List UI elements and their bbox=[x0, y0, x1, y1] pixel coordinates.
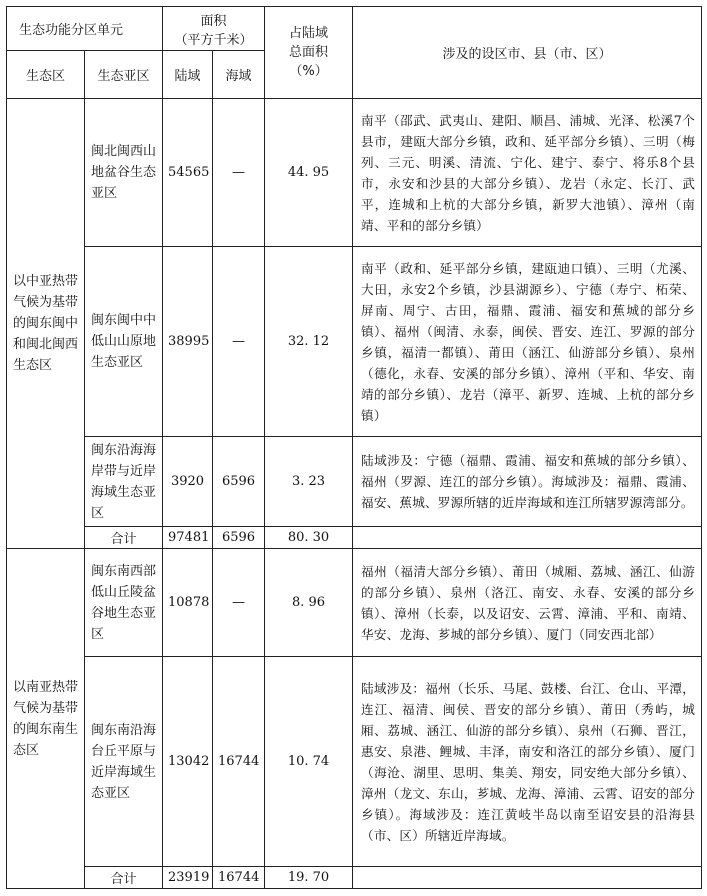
total-row bbox=[7, 867, 702, 889]
subregion-cell: 闽东闽中中低山山原地生态亚区 bbox=[85, 247, 163, 437]
total-sea-cell: 6596 bbox=[213, 527, 265, 549]
land-area-cell: 3920 bbox=[163, 437, 213, 527]
ratio-cell: 3. 23 bbox=[265, 437, 353, 527]
area-header-label: 面积 bbox=[200, 13, 227, 29]
total-districts-cell bbox=[353, 867, 702, 889]
sea-area-cell: — bbox=[213, 247, 265, 437]
ratio-header-line2: 总面积 bbox=[289, 45, 329, 60]
land-area-cell: 13042 bbox=[163, 657, 213, 867]
subregion-header: 生态亚区 bbox=[85, 51, 163, 99]
total-label: 合计 bbox=[85, 527, 163, 549]
districts-cell: 南平（邵武、武夷山、建阳、顺昌、浦城、光泽、松溪7个县市，建瓯大部分乡镇，政和、延平部分乡镇）、三明（梅列、三元、明溪、清流、宁化、建宁、泰宁、将乐8个县市，永安和沙县的大部分乡镇）、龙岩（永定、长汀、武平，连城和上杭的大部分乡镇，新罗大池镇）、漳州（南靖、平和的部分乡镇） bbox=[353, 99, 702, 247]
subregion-cell: 闽东南西部低山丘陵盆谷地生态亚区 bbox=[85, 549, 163, 657]
ratio-cell: 8. 96 bbox=[265, 549, 353, 657]
header-row-1 bbox=[7, 7, 702, 51]
sea-area-cell: 6596 bbox=[213, 437, 265, 527]
ratio-cell: 32. 12 bbox=[265, 247, 353, 437]
total-sea-cell: 16744 bbox=[213, 867, 265, 889]
districts-cell: 福州（福清大部分乡镇）、莆田（城厢、荔城、涵江、仙游的部分乡镇）、泉州（洛江、南安、永春、安溪的部分乡镇）、漳州（长泰，以及诏安、云霄、漳浦、平和、南靖、华安、龙海、芗城的部分乡镇）、厦门（同安西北部） bbox=[353, 549, 702, 657]
sea-area-cell: — bbox=[213, 549, 265, 657]
sea-area-cell: — bbox=[213, 99, 265, 247]
land-area-cell: 54565 bbox=[163, 99, 213, 247]
ratio-header-line1: 占陆域 bbox=[289, 26, 329, 41]
subregion-cell: 闽东沿海海岸带与近岸海域生态亚区 bbox=[85, 437, 163, 527]
eco-zoning-table bbox=[6, 6, 702, 889]
table-row bbox=[7, 657, 702, 867]
sea-header: 海域 bbox=[213, 51, 265, 99]
total-row bbox=[7, 527, 702, 549]
land-area-cell: 10878 bbox=[163, 549, 213, 657]
region-header: 生态区 bbox=[7, 51, 85, 99]
unit-header: 生态功能分区单元 bbox=[7, 7, 163, 51]
table-row bbox=[7, 99, 702, 247]
region-cell: 以中亚热带气候为基带的闽东闽中和闽北闽西生态区 bbox=[7, 99, 85, 549]
ratio-header-line3: （%） bbox=[289, 64, 328, 79]
districts-cell: 陆域涉及：福州（长乐、马尾、鼓楼、台江、仓山、平潭，连江、福清、闽侯、晋安的部分乡镇）、莆田（秀屿，城厢、荔城、涵江、仙游的部分乡镇）、泉州（石狮、晋江，惠安、泉港、鲤城、丰泽，南安和洛江的部分乡镇）、厦门（海沧、湖里、思明、集美、翔安，同安绝大部分乡镇）、漳州（龙文、东山，芗城、龙海、漳浦、云霄、诏安的部分乡镇）。海域涉及：连江黄岐半岛以南至诏安县的沿海县（市、区）所辖近岸海域。 bbox=[353, 657, 702, 867]
total-land-cell: 97481 bbox=[163, 527, 213, 549]
total-districts-cell bbox=[353, 527, 702, 549]
region-cell: 以南亚热带气候为基带的闽东南生态区 bbox=[7, 549, 85, 889]
total-land-cell: 23919 bbox=[163, 867, 213, 889]
subregion-cell: 闽北闽西山地盆谷生态亚区 bbox=[85, 99, 163, 247]
table-row bbox=[7, 549, 702, 657]
area-header-unit: （平方千米） bbox=[174, 32, 253, 48]
area-header bbox=[163, 7, 265, 51]
total-ratio-cell: 80. 30 bbox=[265, 527, 353, 549]
table-row bbox=[7, 437, 702, 527]
land-header: 陆域 bbox=[163, 51, 213, 99]
ratio-cell: 44. 95 bbox=[265, 99, 353, 247]
table-row bbox=[7, 247, 702, 437]
subregion-cell: 闽东南沿海台丘平原与近岸海域生态亚区 bbox=[85, 657, 163, 867]
sea-area-cell: 16744 bbox=[213, 657, 265, 867]
districts-cell: 南平（政和、延平部分乡镇，建瓯迪口镇）、三明（尤溪、大田，永安2个乡镇，沙县湖源乡）、宁德（寿宁、柘荣、屏南、周宁、古田，福鼎、霞浦、福安和蕉城的部分乡镇）、福州（闽清、永泰，闽侯、晋安、连江、罗源的部分乡镇，福清一都镇）、莆田（涵江、仙游部分乡镇）、泉州（德化，永春、安溪的部分乡镇）、漳州（平和、华安、南靖的部分乡镇）、龙岩（漳平、新罗、连城、上杭的部分乡镇） bbox=[353, 247, 702, 437]
total-label: 合计 bbox=[85, 867, 163, 889]
districts-header: 涉及的设区市、县（市、区） bbox=[353, 7, 702, 99]
land-area-cell: 38995 bbox=[163, 247, 213, 437]
districts-cell: 陆域涉及：宁德（福鼎、霞浦、福安和蕉城的部分乡镇）、福州（罗源、连江的部分乡镇）。海域涉及：福鼎、霞浦、福安、蕉城、罗源所辖的近岸海域和连江所辖罗源湾部分。 bbox=[353, 437, 702, 527]
ratio-cell: 10. 74 bbox=[265, 657, 353, 867]
ratio-header bbox=[265, 7, 353, 99]
total-ratio-cell: 19. 70 bbox=[265, 867, 353, 889]
